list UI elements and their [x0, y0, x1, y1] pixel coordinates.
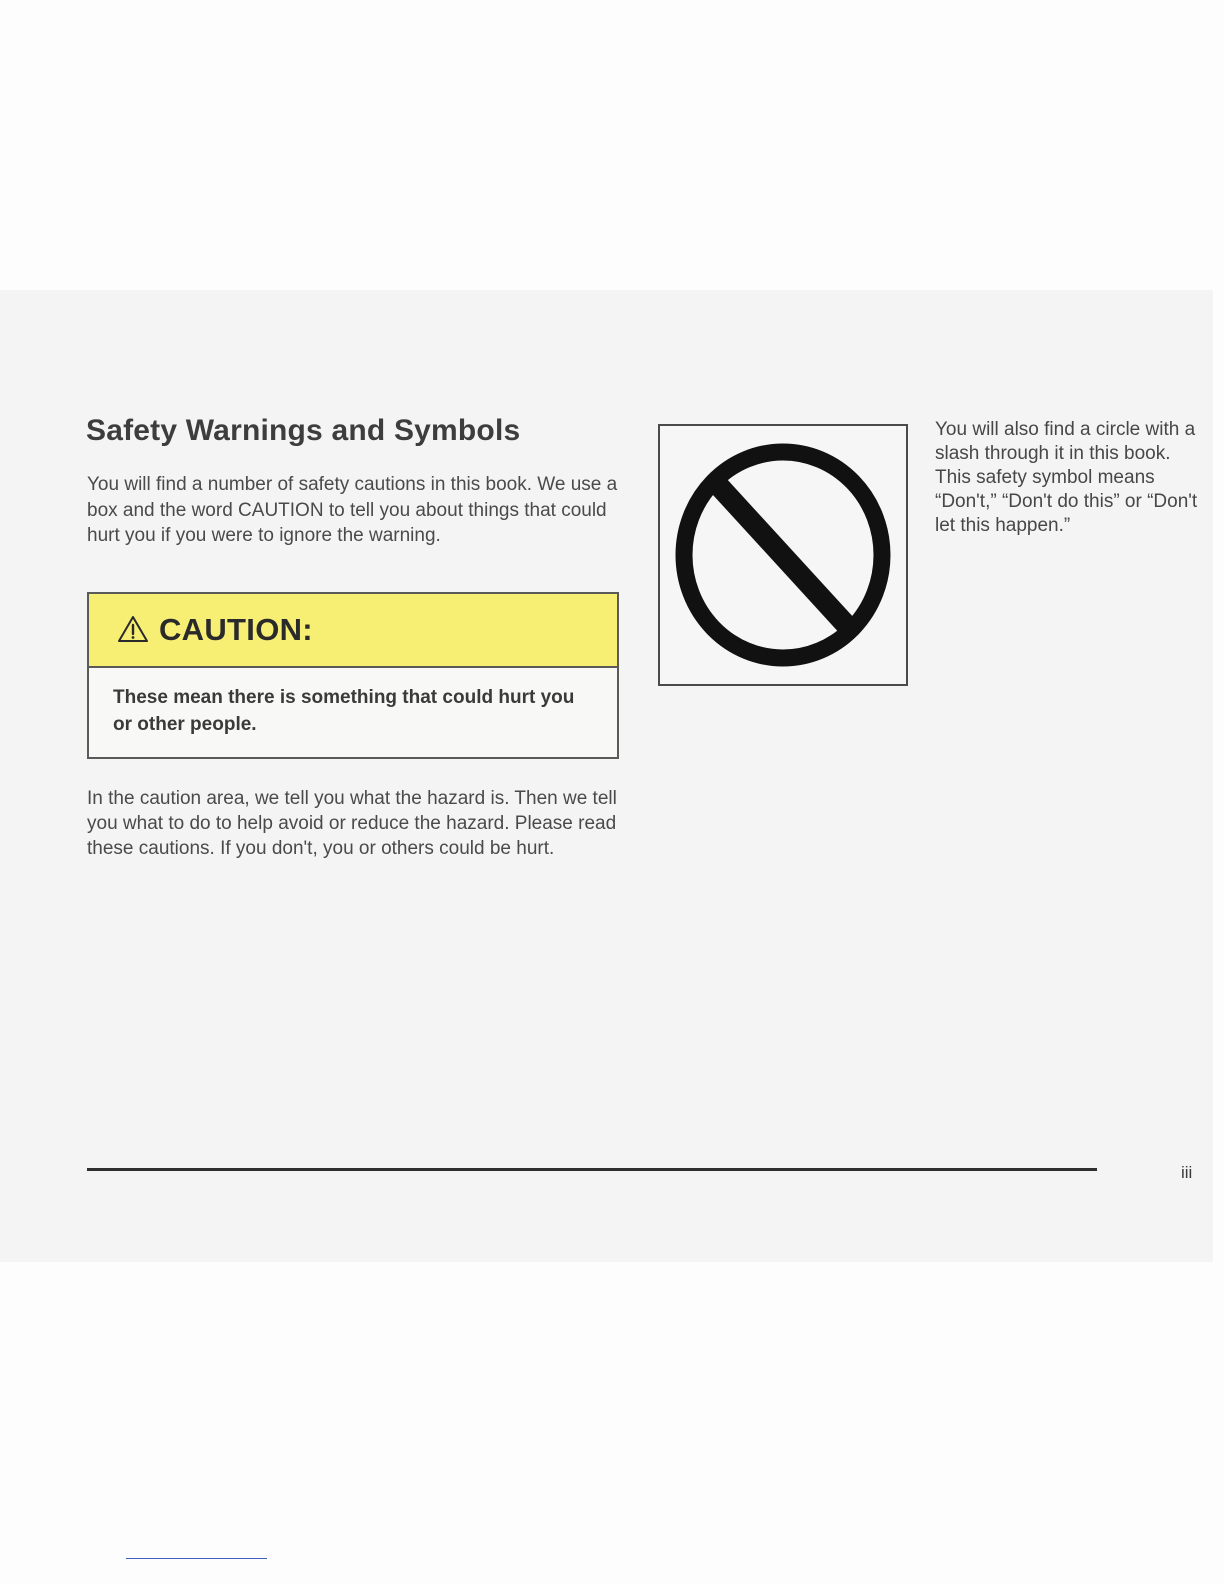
explanation-paragraph: In the caution area, we tell you what the hazard is. Then we tell you what to do to help avoid or reduce the hazard. Please read these cautions. If you don't, you or others could be hurt. [87, 788, 617, 859]
section-title: Safety Warnings and Symbols [86, 414, 521, 447]
intro-paragraph: You will find a number of safety cautions in this book. We use a box and the word CAUTION to tell you about things that could hurt you if you were to ignore the warning. [87, 474, 618, 546]
caution-body: These mean there is something that could hurt you or other people. [113, 687, 575, 735]
footer-rule [87, 1168, 1097, 1171]
prohibition-circle-slash-icon [674, 442, 892, 668]
symbol-description: You will also find a circle with a slash through it in this book. This safety symbol means “Don't,” “Don't do this” or “Don't let this happen.” [935, 419, 1198, 536]
caution-header [89, 594, 617, 668]
page-number: iii [1181, 1163, 1193, 1182]
caution-box [87, 592, 619, 759]
bottom-underline [126, 1558, 267, 1559]
warning-triangle-icon [117, 615, 149, 643]
symbol-frame [658, 424, 908, 686]
caution-label: CAUTION: [159, 612, 313, 647]
